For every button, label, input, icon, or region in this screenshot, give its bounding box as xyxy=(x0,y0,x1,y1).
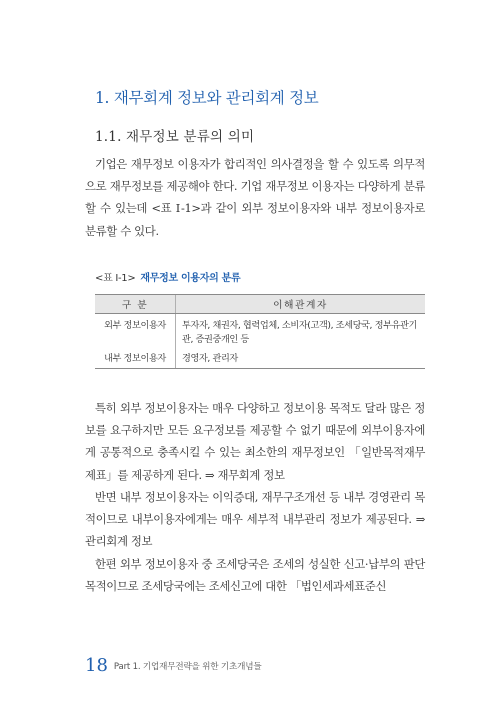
page-number: 18 xyxy=(85,655,108,676)
table-header-category: 구 분 xyxy=(95,295,176,314)
chapter-title: 1. 재무회계 정보와 관리회계 정보 xyxy=(95,89,319,107)
body-paragraph-3: 반면 내부 정보이용자는 이익증대, 재무구조개선 등 내부 경영관리 목적이므로 내부이용자에게는 매우 세부적 내부관리 정보가 제공된다. ⇒ 관리회계 정보 xyxy=(85,490,425,549)
table-row xyxy=(95,314,425,350)
table-row xyxy=(95,349,425,369)
body-paragraph-2: 특히 외부 정보이용자는 매우 다양하고 정보이용 목적도 달라 많은 정보를 요구하지만 모든 요구정보를 제공할 수 없기 때문에 외부이용자에게 공통적으로 충족시킬 수 있는 최소한의 재무정보인 「일반목적재무제표」를 제공하게 된다. ⇒ 재무회계 정보 xyxy=(85,401,425,482)
table-cell-category: 내부 정보이용자 xyxy=(95,349,176,369)
section-title: 1.1. 재무정보 분류의 의미 xyxy=(95,129,255,145)
table-cell-stakeholders: 경영자, 관리자 xyxy=(176,349,426,369)
table-cell-category: 외부 정보이용자 xyxy=(95,314,176,350)
table-header-stakeholders: 이해관계자 xyxy=(176,295,426,314)
page-footer xyxy=(85,655,261,676)
table-caption xyxy=(95,269,240,284)
table-cell-stakeholders: 투자자, 채권자, 협력업체, 소비자(고객), 조세당국, 정부유관기관, 증권중개인 등 xyxy=(182,320,417,345)
body-paragraph-4: 한편 외부 정보이용자 중 조세당국은 조세의 성실한 신고·납부의 판단 목적이므로 조세당국에는 조세신고에 대한 「법인세과세표준신 xyxy=(85,557,425,594)
table-caption-title: 재무정보 이용자의 분류 xyxy=(140,273,241,284)
body-paragraph-1: 기업은 재무정보 이용자가 합리적인 의사결정을 할 수 있도록 의무적으로 재무정보를 제공해야 한다. 기업 재무정보 이용자는 다양하게 분류할 수 있는데 <표 Ⅰ-1>과 같이 외부 정보이용자와 내부 정보이용자로 분류할 수 있다. xyxy=(85,157,425,238)
table-caption-number: <표 Ⅰ-1> xyxy=(95,273,136,284)
running-footer-text: Part 1. 기업재무전략을 위한 기초개념들 xyxy=(113,661,262,672)
stakeholder-table xyxy=(95,294,425,369)
